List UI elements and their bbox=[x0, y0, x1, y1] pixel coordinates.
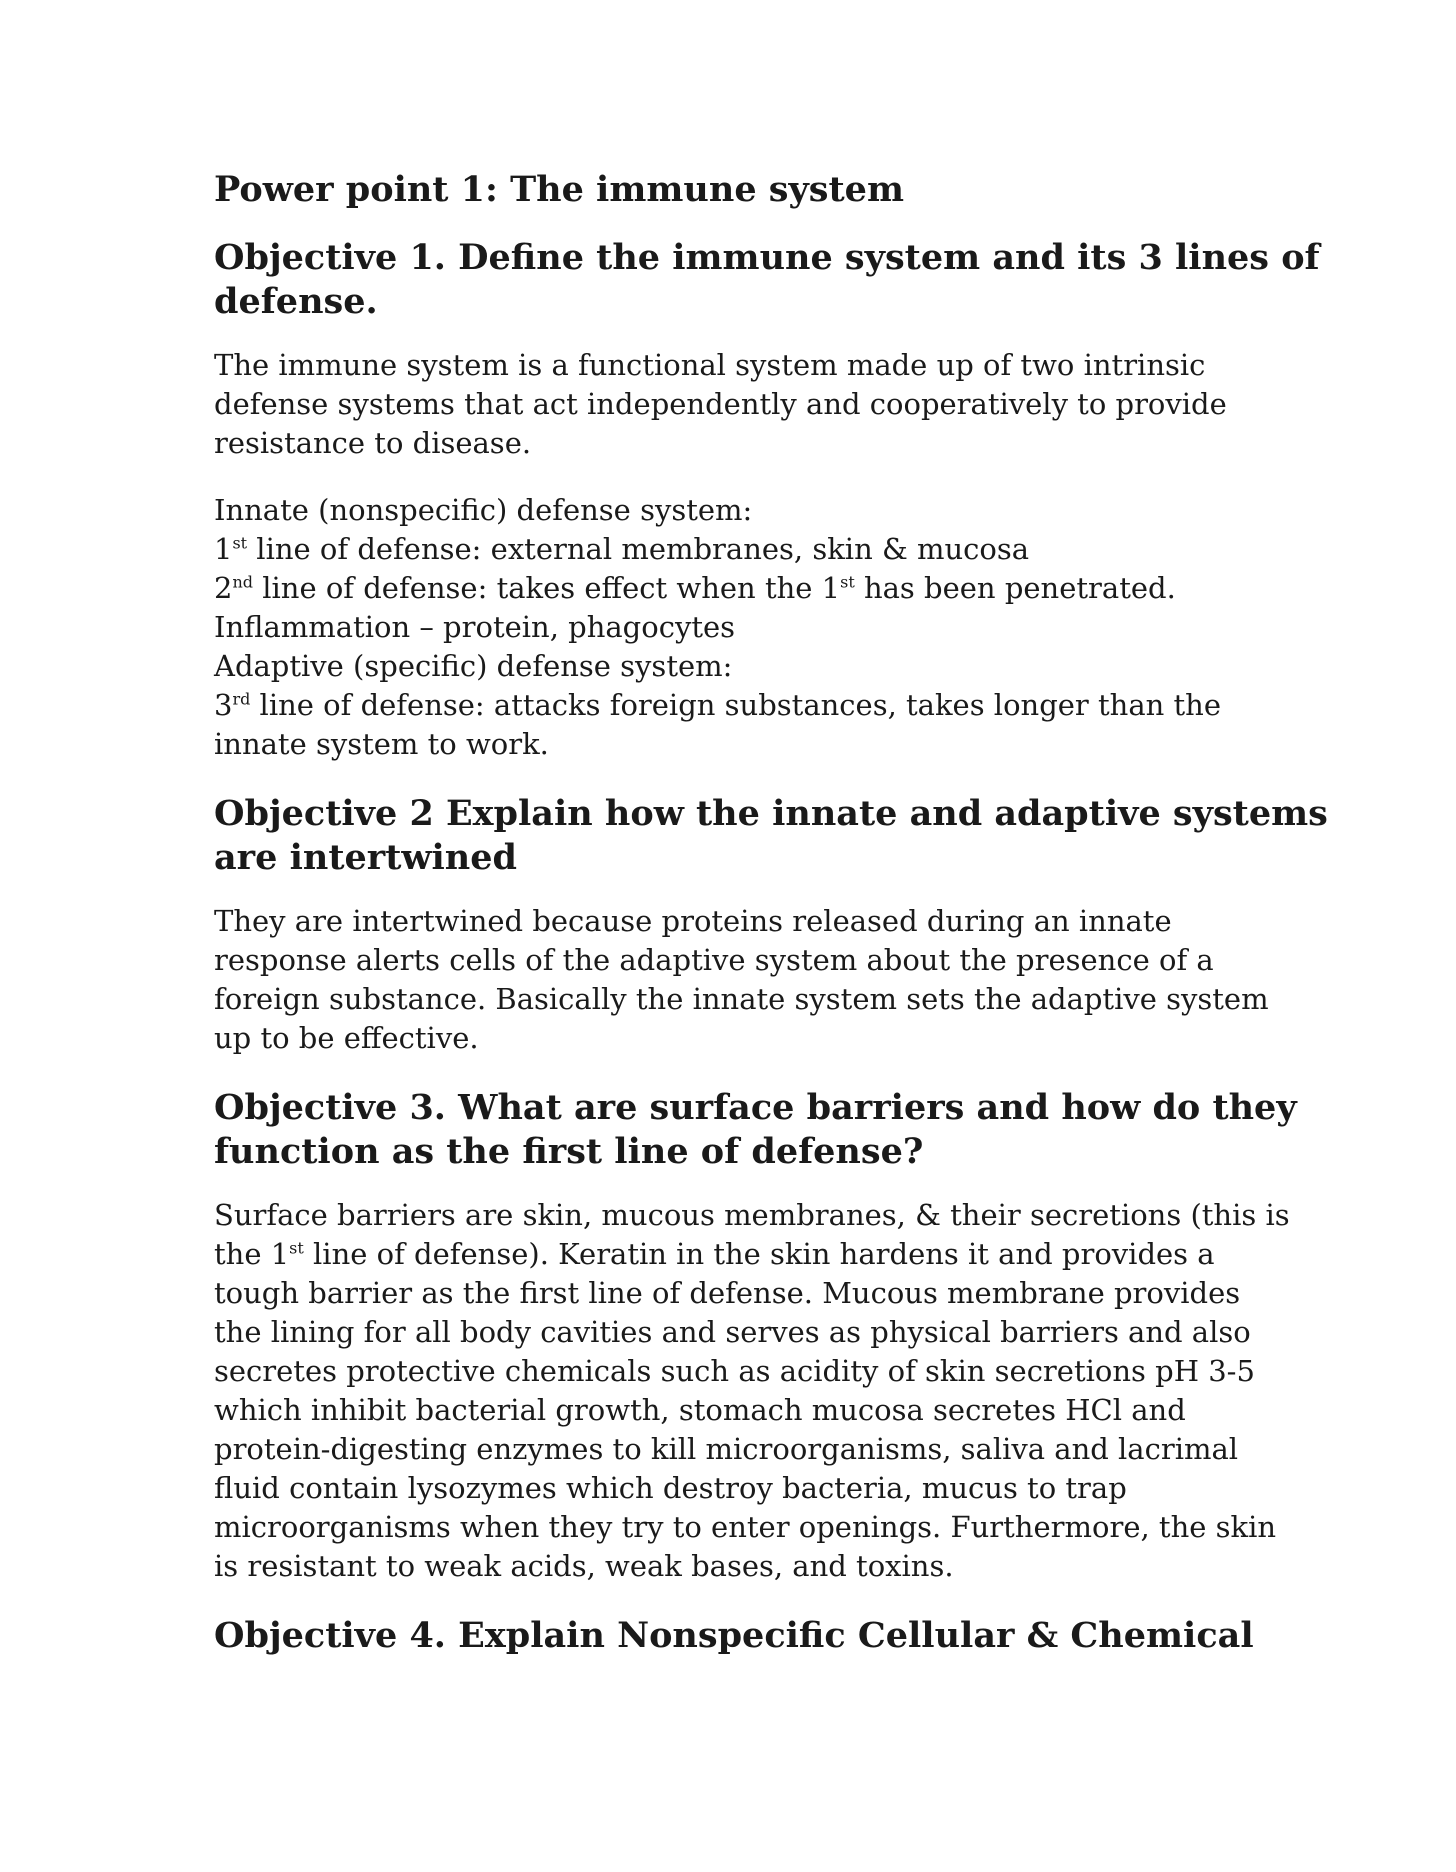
document-title: Power point 1: The immune system bbox=[214, 169, 904, 210]
line-text: the 1 bbox=[214, 1237, 290, 1271]
third-line-continuation: innate system to work. bbox=[214, 727, 549, 761]
line-text: has been penetrated. bbox=[854, 571, 1176, 605]
heading-line: function as the first line of defense? bbox=[214, 1131, 924, 1172]
text-line: tough barrier as the first line of defense. Mucous membrane provides bbox=[214, 1276, 1241, 1310]
line-text: line of defense). Keratin in the skin hardens it and provides a bbox=[303, 1237, 1215, 1271]
text-line: resistance to disease. bbox=[214, 426, 532, 460]
text-line: defense systems that act independently and cooperatively to provide bbox=[214, 387, 1227, 421]
text-line: response alerts cells of the adaptive system about the presence of a bbox=[214, 943, 1214, 977]
text-line: They are intertwined because proteins released during an innate bbox=[214, 904, 1172, 938]
text-line: the lining for all body cavities and serves as physical barriers and also bbox=[214, 1315, 1251, 1349]
ordinal-number: 3 bbox=[214, 688, 233, 722]
ordinal-number: 1 bbox=[214, 532, 233, 566]
ordinal-number: 2 bbox=[214, 571, 233, 605]
innate-label: Innate (nonspecific) defense system: bbox=[214, 493, 753, 527]
ordinal-suffix: st bbox=[289, 1238, 304, 1258]
objective-3-heading bbox=[214, 1086, 1297, 1174]
heading-line: are intertwined bbox=[214, 837, 517, 878]
text-line: is resistant to weak acids, weak bases, and toxins. bbox=[214, 1549, 954, 1583]
objective-4-heading bbox=[214, 1614, 1254, 1658]
heading-line: Objective 4. Explain Nonspecific Cellular & Chemical bbox=[214, 1615, 1254, 1656]
text-line: protein-digesting enzymes to kill microorganisms, saliva and lacrimal bbox=[214, 1432, 1239, 1466]
text-line: microorganisms when they try to enter openings. Furthermore, the skin bbox=[214, 1510, 1277, 1544]
objective-1-defense-lines bbox=[214, 491, 1254, 764]
text-line: fluid contain lysozymes which destroy bacteria, mucus to trap bbox=[214, 1471, 1127, 1505]
text-line: The immune system is a functional system made up of two intrinsic bbox=[214, 348, 1206, 382]
line-text: line of defense: external membranes, skin & mucosa bbox=[247, 532, 1030, 566]
heading-line: Objective 2 Explain how the innate and adaptive systems bbox=[214, 793, 1328, 834]
heading-line: Objective 1. Define the immune system and its 3 lines of bbox=[214, 237, 1320, 278]
line-text: line of defense: takes effect when the 1 bbox=[253, 571, 841, 605]
text-line: which inhibit bacterial growth, stomach mucosa secretes HCl and bbox=[214, 1393, 1186, 1427]
third-line-of-defense bbox=[214, 686, 1254, 725]
objective-1-intro bbox=[214, 346, 1254, 463]
ordinal-suffix: st bbox=[232, 533, 248, 553]
objective-3-body bbox=[214, 1196, 1290, 1586]
objective-2-heading bbox=[214, 792, 1328, 880]
text-line: Surface barriers are skin, mucous membranes, & their secretions (this is bbox=[214, 1198, 1290, 1232]
objective-1-heading bbox=[214, 236, 1320, 324]
text-line bbox=[214, 1235, 1254, 1274]
first-line-of-defense bbox=[214, 530, 1254, 569]
line-text: line of defense: attacks foreign substances, takes longer than the bbox=[250, 688, 1222, 722]
document-page bbox=[214, 168, 1328, 1680]
second-line-of-defense bbox=[214, 569, 1254, 608]
text-line: foreign substance. Basically the innate system sets the adaptive system bbox=[214, 982, 1269, 1016]
inflammation-line: Inflammation – protein, phagocytes bbox=[214, 610, 736, 644]
ordinal-suffix: st bbox=[840, 572, 855, 592]
objective-2-body bbox=[214, 902, 1269, 1058]
ordinal-suffix: nd bbox=[232, 572, 253, 592]
heading-line: Objective 3. What are surface barriers and how do they bbox=[214, 1087, 1297, 1128]
adaptive-label: Adaptive (specific) defense system: bbox=[214, 649, 733, 683]
text-line: up to be effective. bbox=[214, 1021, 479, 1055]
heading-line: defense. bbox=[214, 281, 378, 322]
ordinal-suffix: rd bbox=[232, 689, 251, 709]
text-line: secretes protective chemicals such as acidity of skin secretions pH 3-5 bbox=[214, 1354, 1255, 1388]
